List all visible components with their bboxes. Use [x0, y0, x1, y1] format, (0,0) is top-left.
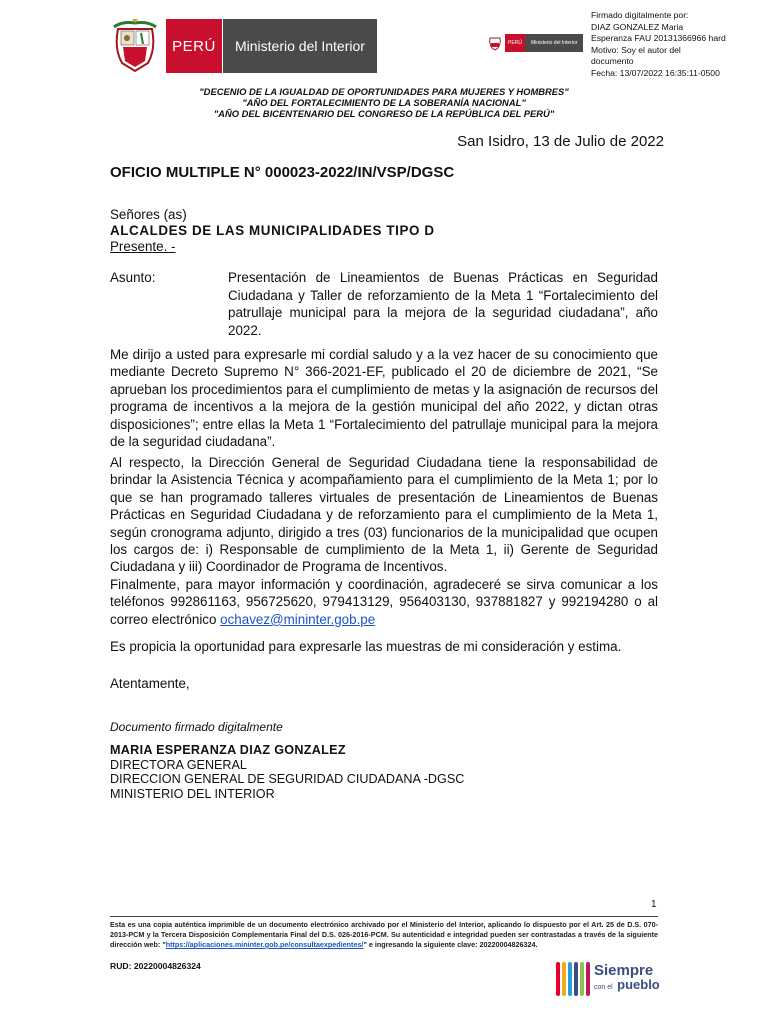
signed-note: Documento firmado digitalmente — [110, 720, 283, 734]
stamp-line: Firmado digitalmente por: — [591, 10, 689, 20]
peru-label: PERÚ — [166, 19, 222, 73]
signature-peru-label: PERÚ — [505, 34, 525, 52]
brand-word-2: con el — [594, 983, 613, 991]
body-paragraph-4: Es propicia la oportunidad para expresarle las muestras de mi consideración y estima. — [110, 639, 622, 654]
brand-stripes-icon — [556, 962, 590, 996]
addressee-block — [110, 207, 435, 255]
stamp-line: Motivo: Soy el autor del — [591, 44, 681, 55]
page-number: 1 — [651, 899, 657, 910]
recipient: ALCALDES DE LAS MUNICIPALIDADES TIPO D — [110, 223, 435, 238]
signer-title: DIRECTORA GENERAL — [110, 757, 247, 772]
peru-coat-of-arms-icon — [110, 19, 160, 73]
motto-line: "DECENIO DE LA IGUALDAD DE OPORTUNIDADES PARA MUJERES Y HOMBRES" — [199, 86, 569, 97]
body-paragraph-3-text: Finalmente, para mayor información y coordinación, agradeceré se sirva comunicar a los teléfonos 992861163, 956725620, 979413129, 956403130, 937881827 y 992194280 o al correo electrónico — [110, 577, 658, 627]
brand-word-3: pueblo — [617, 976, 660, 992]
rud-code: RUD: 20220004826324 — [110, 961, 201, 971]
notice-text-end: " e ingresando la siguiente clave: 20220004826324. — [363, 940, 538, 949]
motto-line: "AÑO DEL BICENTENARIO DEL CONGRESO DE LA REPÚBLICA DEL PERÚ" — [213, 108, 555, 119]
footer-divider — [110, 916, 658, 917]
authenticity-notice — [110, 920, 658, 950]
stamp-line: documento — [591, 56, 634, 67]
signer-block — [110, 743, 464, 801]
signature-ministry-label: Ministerio del Interior — [525, 34, 583, 52]
signature-logo — [488, 33, 583, 53]
ministry-logo — [110, 18, 377, 74]
verification-link[interactable]: https://aplicaciones.mininter.gob.pe/consultaexpedientes/ — [165, 940, 364, 949]
peru-coat-of-arms-small-icon — [488, 35, 502, 51]
presente: Presente. - — [110, 239, 176, 254]
siempre-con-el-pueblo-logo — [556, 962, 660, 996]
signer-ministry: MINISTERIO DEL INTERIOR — [110, 786, 275, 801]
stamp-line: Fecha: 13/07/2022 16:35:11-0500 — [591, 67, 720, 78]
signer-name: MARIA ESPERANZA DIAZ GONZALEZ — [110, 743, 346, 757]
salutation: Señores (as) — [110, 207, 187, 222]
motto-line: "AÑO DEL FORTALECIMIENTO DE LA SOBERANÍA NACIONAL" — [242, 97, 526, 108]
year-mottos — [100, 86, 668, 119]
body-paragraph-1: Me dirijo a usted para expresarle mi cordial saludo y a la vez hacer de su conocimiento que mediante Decreto Supremo N° 366-2021-EF, publicado el 20 de diciembre de 2021, “Se aprueban los procedimientos para el cumplimiento de metas y la asignación de recursos del programa de incentivos a la mejora de la gestión municipal del año 2022, y dictan otras disposiciones”; entre ellas la Meta 1 “Fortalecimiento del patrullaje municipal para la mejora de la seguridad ciudadana”. — [110, 347, 658, 450]
ministry-label: Ministerio del Interior — [222, 19, 377, 73]
document-date: San Isidro, 13 de Julio de 2022 — [457, 133, 664, 150]
signer-office: DIRECCION GENERAL DE SEGURIDAD CIUDADANA -DGSC — [110, 772, 465, 787]
contact-email-link[interactable]: ochavez@mininter.gob.pe — [220, 611, 376, 627]
subject-text: Presentación de Lineamientos de Buenas Prácticas en Seguridad Ciudadana y Taller de reforzamiento de la Meta 1 “Fortalecimiento del patrullaje municipal para la mejora de la seguridad ciudadana”, año 2022. — [228, 270, 658, 338]
brand-word-1: Siempre — [594, 961, 654, 979]
document-title: OFICIO MULTIPLE N° 000023-2022/IN/VSP/DGSC — [110, 164, 455, 181]
subject-label: Asunto: — [110, 270, 156, 285]
stamp-line: Esperanza FAU 20131366966 hard — [591, 33, 726, 44]
body-paragraph-2: Al respecto, la Dirección General de Seguridad Ciudadana tiene la responsabilidad de brindar la Asistencia Técnica y acompañamiento para el cumplimiento de la Meta 1; por lo que se han programado talleres virtuales de presentación de Lineamientos de Buenas Prácticas en Seguridad Ciudadana y de reforzamiento para el cumplimiento de la Meta 1, según cronograma adjunto, dirigido a tres (03) funcionarios de la municipalidad que ocupen los cargos de: i) Responsable de cumplimiento de la Meta 1, ii) Gerente de Seguridad Ciudadana y iii) Coordinador de Programa de Incentivos. — [110, 455, 658, 575]
closing: Atentamente, — [110, 676, 190, 691]
notice-text: Esta es una copia auténtica imprimible de un documento electrónico archivado por el Ministerio del Interior, aplicando lo dispuesto por el Art. 25 de D.S. 070-2013-PCM y la Tercera Disposición Complementaria Final del D.S. 026-2016-PCM. Su autenticidad e integridad pueden ser contrastadas a través de la siguiente dirección web: " — [110, 920, 658, 949]
digital-signature-stamp — [591, 10, 761, 80]
stamp-line: DIAZ GONZALEZ Maria — [591, 21, 684, 32]
body-paragraph-3 — [110, 576, 658, 628]
